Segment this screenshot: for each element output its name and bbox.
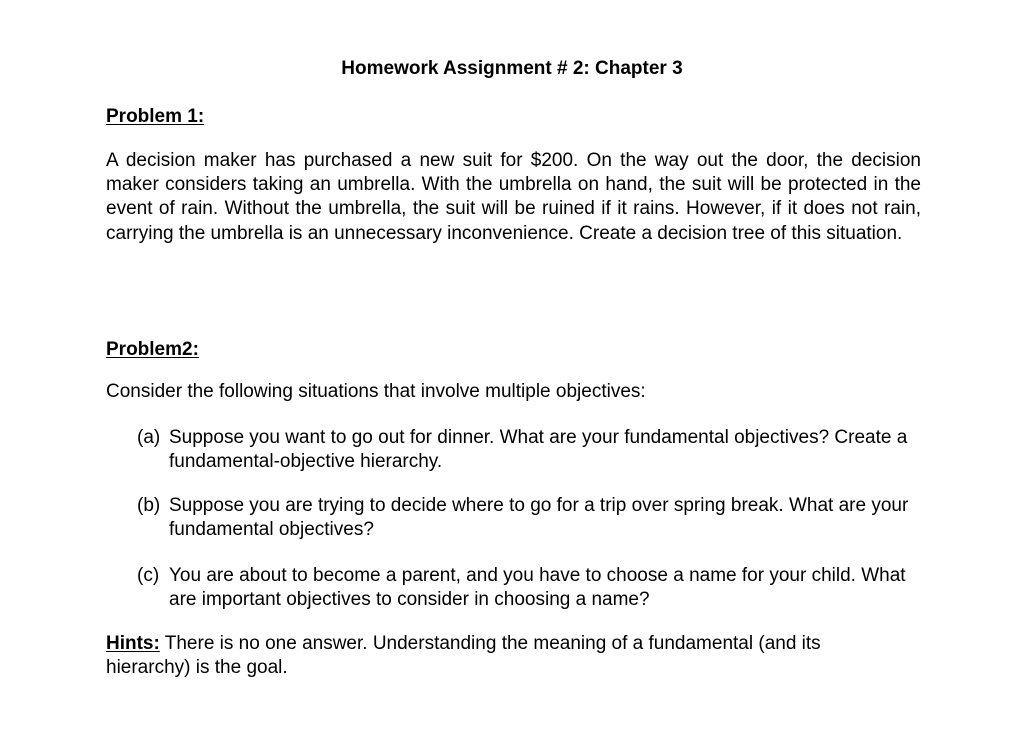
page-title: Homework Assignment # 2: Chapter 3 bbox=[341, 58, 683, 79]
hints-text: There is no one answer. Understanding the meaning of a fundamental (and its hierarchy) is the goal. bbox=[106, 633, 821, 679]
list-item-marker: (c) bbox=[137, 565, 160, 586]
problem-1-heading: Problem 1: bbox=[106, 106, 205, 127]
list-item-b bbox=[137, 494, 917, 542]
hints-label: Hints: bbox=[106, 633, 160, 654]
list-item-text: Suppose you want to go out for dinner. What are your fundamental objectives? Create a fundamental-objective hierarchy. bbox=[169, 427, 908, 473]
problem-2-intro: Consider the following situations that involve multiple objectives: bbox=[106, 381, 646, 402]
list-item-marker: (a) bbox=[137, 427, 161, 448]
list-item-text: Suppose you are trying to decide where to go for a trip over spring break. What are your fundamental objectives? bbox=[169, 495, 909, 541]
list-item-c bbox=[137, 564, 917, 612]
problem-2-heading: Problem2: bbox=[106, 339, 199, 360]
list-item-text: You are about to become a parent, and you have to choose a name for your child. What are important objectives to consider in choosing a name? bbox=[169, 565, 906, 611]
problem-1-text: A decision maker has purchased a new suit for $200. On the way out the door, the decision maker considers taking an umbrella. With the umbrella on hand, the suit will be protected in the event of rain. Without the umbrella, the suit will be ruined if it rains. However, if it does not rain, carrying the umbrella is an unnecessary inconvenience. Create a decision tree of this situation. bbox=[106, 150, 921, 244]
hints-paragraph bbox=[106, 632, 906, 680]
list-item-marker: (b) bbox=[137, 495, 161, 516]
list-item-a bbox=[137, 426, 917, 474]
